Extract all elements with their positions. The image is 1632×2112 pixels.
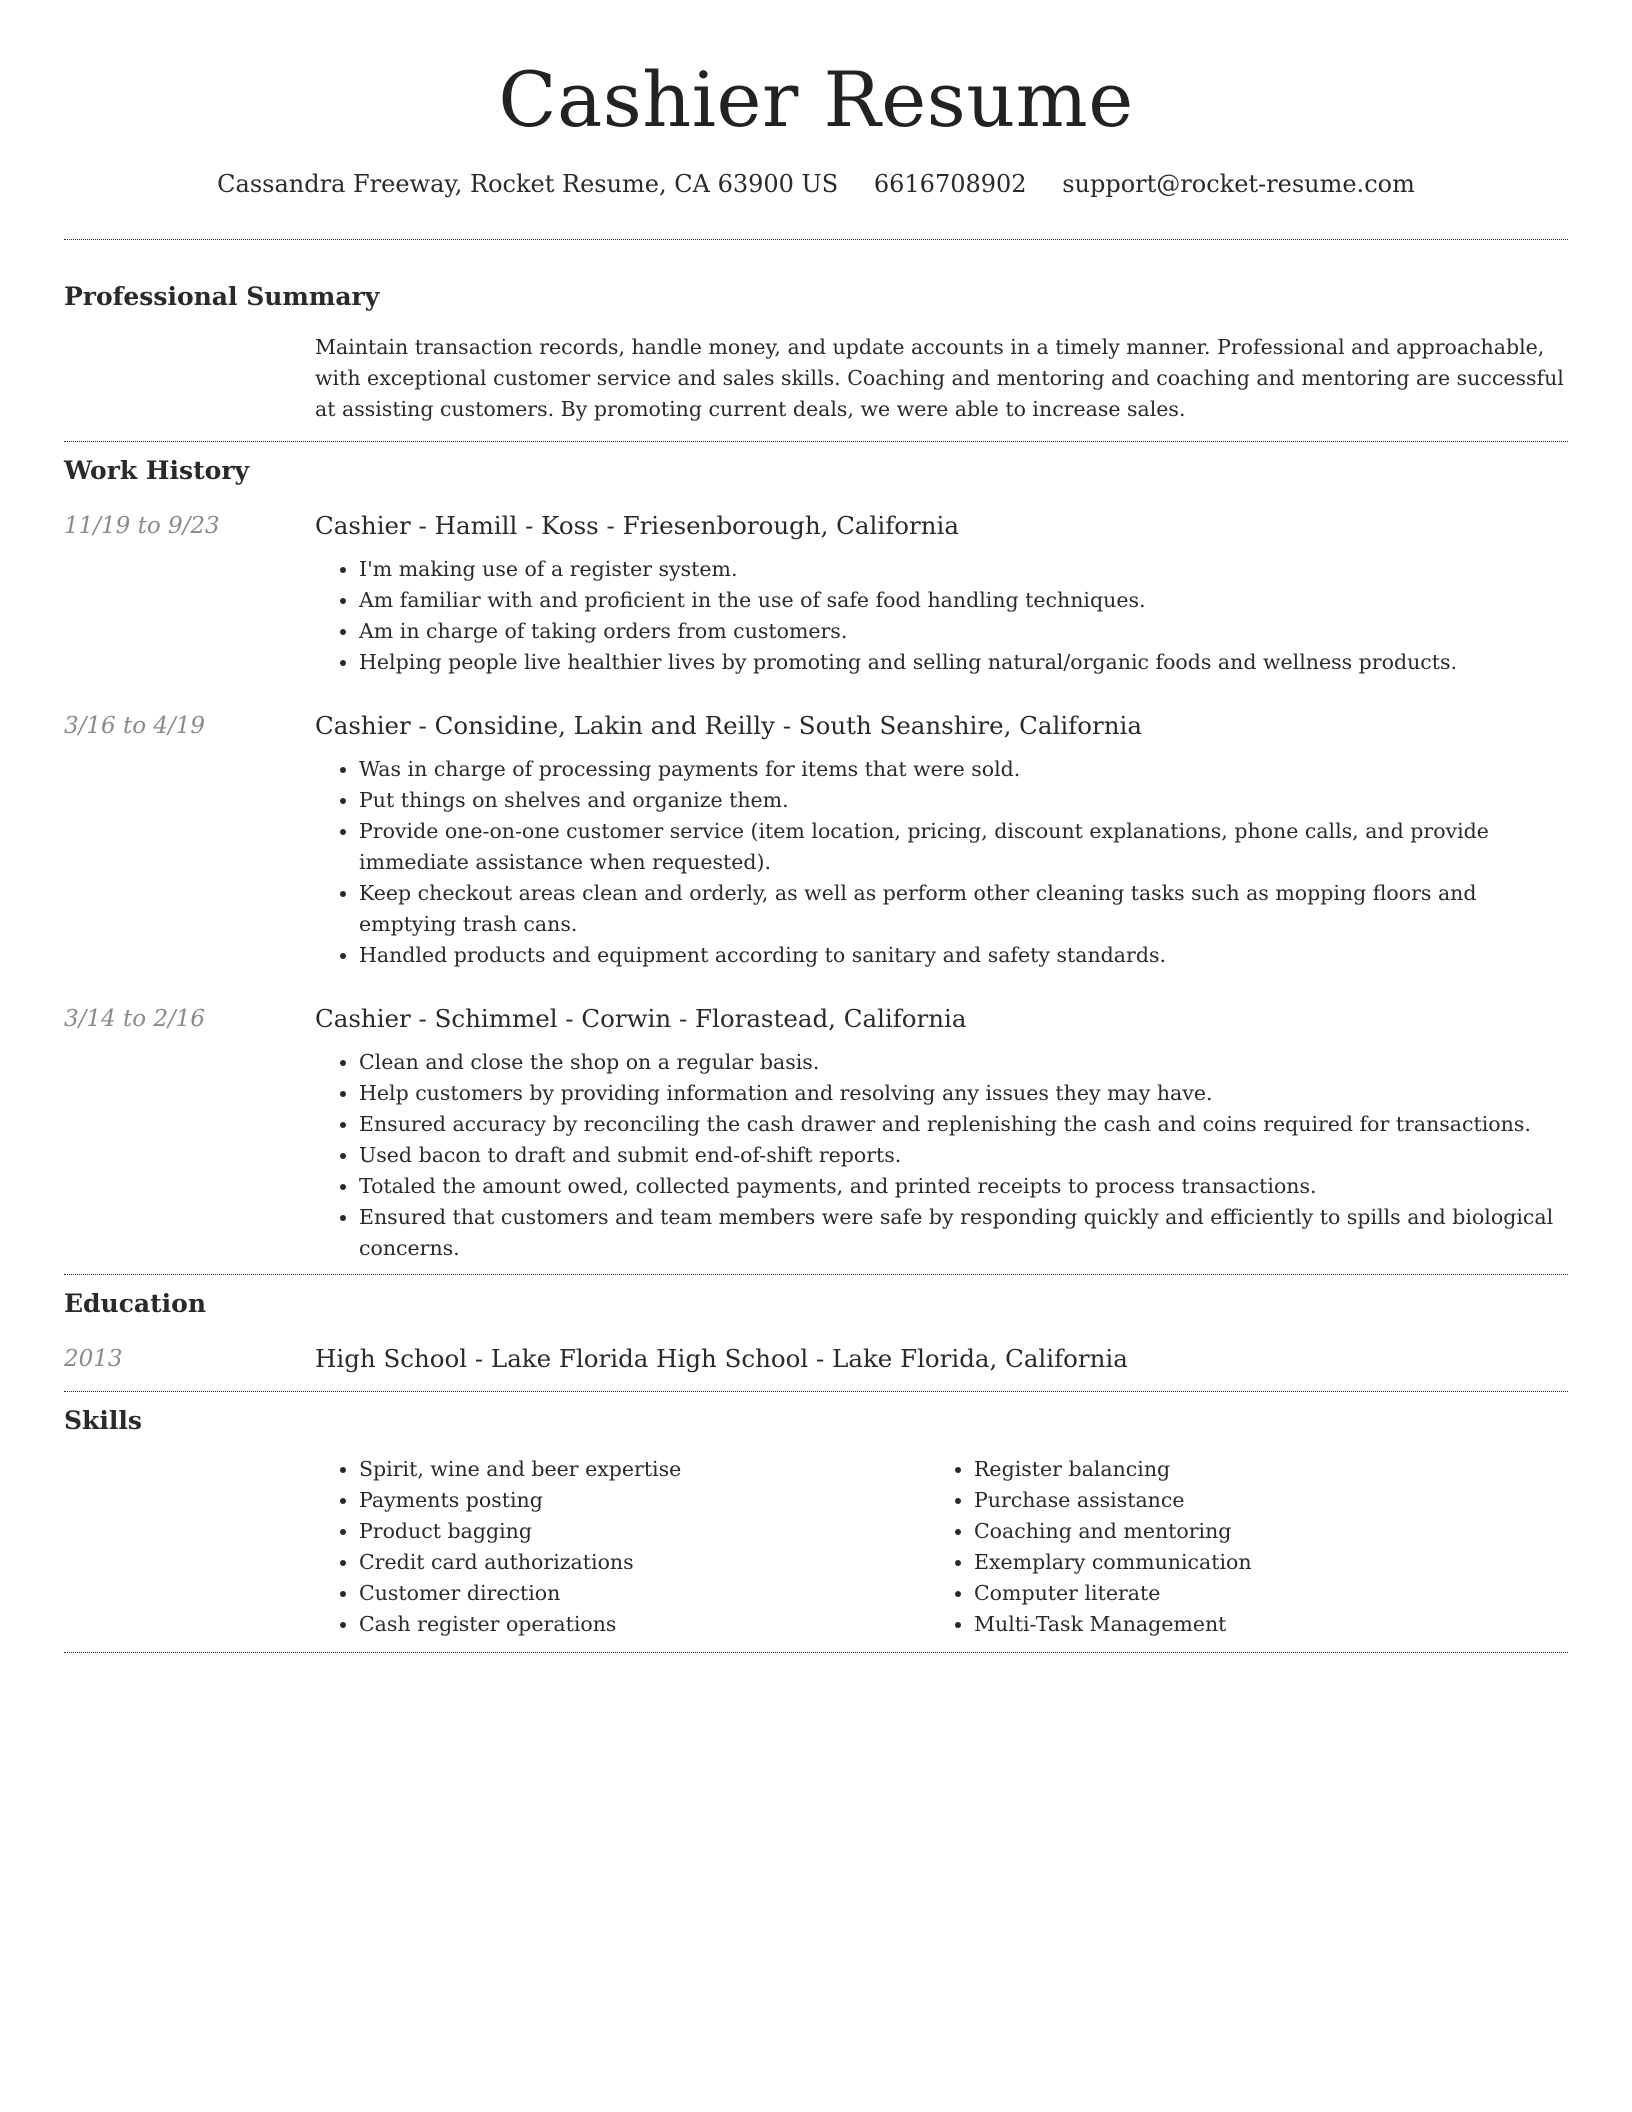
skill-item: • Credit card authorizations xyxy=(359,1547,930,1578)
skill-item: • Coaching and mentoring xyxy=(974,1516,1545,1547)
job-entry xyxy=(64,999,1568,1264)
skills-column-right xyxy=(930,1454,1545,1640)
skills-column-left xyxy=(315,1454,930,1640)
section-divider xyxy=(64,239,1568,240)
skill-item: • Product bagging xyxy=(359,1516,930,1547)
job-duty: • Help customers by providing information and resolving any issues they may have. xyxy=(359,1078,1568,1109)
education-year: 2013 xyxy=(64,1346,123,1372)
skills-bullets-right xyxy=(930,1454,1545,1640)
job-duties xyxy=(315,754,1568,971)
skills-bullets-left xyxy=(315,1454,930,1640)
skills-heading: Skills xyxy=(64,1406,142,1435)
skill-item: • Customer direction xyxy=(359,1578,930,1609)
job-entry xyxy=(64,706,1568,971)
education-heading: Education xyxy=(64,1289,207,1318)
job-entry xyxy=(64,506,1568,678)
job-dates: 11/19 to 9/23 xyxy=(64,513,220,539)
job-title: Cashier - Considine, Lakin and Reilly - South Seanshire, California xyxy=(315,711,1142,740)
skill-item: • Computer literate xyxy=(974,1578,1545,1609)
job-duty: • Totaled the amount owed, collected payments, and printed receipts to process transactions. xyxy=(359,1171,1568,1202)
skill-item: • Cash register operations xyxy=(359,1609,930,1640)
section-divider xyxy=(64,441,1568,442)
job-duty: • Handled products and equipment according to sanitary and safety standards. xyxy=(359,940,1568,971)
job-duties xyxy=(315,1047,1568,1264)
skill-item: • Exemplary communication xyxy=(974,1547,1545,1578)
skill-item: • Purchase assistance xyxy=(974,1485,1545,1516)
job-duty: • Put things on shelves and organize them. xyxy=(359,785,1568,816)
contact-line xyxy=(64,166,1568,202)
skill-item: • Register balancing xyxy=(974,1454,1545,1485)
job-duty: • Helping people live healthier lives by promoting and selling natural/organic foods and wellness products. xyxy=(359,647,1568,678)
job-duty: • Ensured that customers and team members were safe by responding quickly and efficiently to spills and biological concerns. xyxy=(359,1202,1568,1264)
education-title: High School - Lake Florida High School - Lake Florida, California xyxy=(315,1344,1128,1373)
job-body xyxy=(315,706,1568,971)
job-title: Cashier - Schimmel - Corwin - Florastead, California xyxy=(315,1004,967,1033)
education-entry xyxy=(64,1339,1568,1391)
section-divider xyxy=(64,1274,1568,1275)
skill-item: • Multi-Task Management xyxy=(974,1609,1545,1640)
job-duty: • Am familiar with and proficient in the use of safe food handling techniques. xyxy=(359,585,1568,616)
contact-email: support@rocket-resume.com xyxy=(1062,170,1415,198)
job-duty: • Was in charge of processing payments for items that were sold. xyxy=(359,754,1568,785)
summary-heading: Professional Summary xyxy=(64,282,380,311)
job-dates: 3/14 to 2/16 xyxy=(64,1006,206,1032)
skills-list xyxy=(315,1454,1568,1652)
skill-item: • Spirit, wine and beer expertise xyxy=(359,1454,930,1485)
section-divider xyxy=(64,1391,1568,1392)
resume-title: Cashier Resume xyxy=(498,55,1134,144)
job-duty: • Clean and close the shop on a regular basis. xyxy=(359,1047,1568,1078)
summary-text: Maintain transaction records, handle money, and update accounts in a timely manner. Professional and approachable, with exceptional customer service and sales skills. Coaching and mentoring and coaching and mentoring are successful at assisting customers. By promoting current deals, we were able to increase sales. xyxy=(315,335,1564,421)
job-duty: • Used bacon to draft and submit end-of-shift reports. xyxy=(359,1140,1568,1171)
work-history-heading: Work History xyxy=(64,456,250,485)
job-duty: • I'm making use of a register system. xyxy=(359,554,1568,585)
job-duties xyxy=(315,554,1568,678)
job-body xyxy=(315,999,1568,1264)
job-duty: • Provide one-on-one customer service (item location, pricing, discount explanations, phone calls, and provide immediate assistance when requested). xyxy=(359,816,1568,878)
job-title: Cashier - Hamill - Koss - Friesenborough, California xyxy=(315,511,959,540)
job-duty: • Ensured accuracy by reconciling the cash drawer and replenishing the cash and coins required for transactions. xyxy=(359,1109,1568,1140)
job-body xyxy=(315,506,1568,678)
job-duty: • Keep checkout areas clean and orderly, as well as perform other cleaning tasks such as mopping floors and emptying trash cans. xyxy=(359,878,1568,940)
skill-item: • Payments posting xyxy=(359,1485,930,1516)
contact-phone: 6616708902 xyxy=(873,170,1027,198)
job-duty: • Am in charge of taking orders from customers. xyxy=(359,616,1568,647)
section-divider xyxy=(64,1652,1568,1653)
job-dates: 3/16 to 4/19 xyxy=(64,713,206,739)
contact-address: Cassandra Freeway, Rocket Resume, CA 63900 US xyxy=(217,170,839,198)
